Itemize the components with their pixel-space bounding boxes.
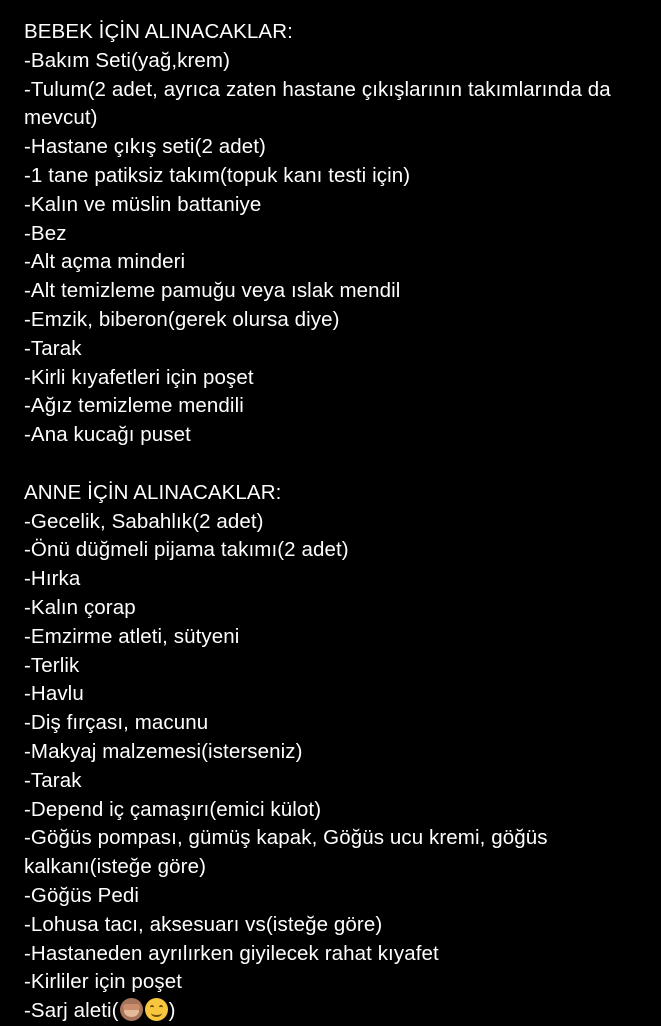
list-item: -Tulum(2 adet, ayrıca zaten hastane çıkışlarının takımlarında da mevcut) — [24, 77, 611, 130]
list-item: -Emzik, biberon(gerek olursa diye) — [24, 307, 340, 331]
list-item: -Havlu — [24, 682, 84, 706]
list-item: -Kirliler için poşet — [24, 970, 183, 994]
list-item: -Alt açma minderi — [24, 250, 186, 274]
baby-section-heading: BEBEK İÇİN ALINACAKLAR: — [24, 20, 293, 43]
list-item: -Hastaneden ayrılırken giyilecek rahat kıyafet — [24, 941, 439, 965]
list-item: -Terlik — [24, 653, 80, 677]
charger-label: -Sarj aleti( — [24, 999, 119, 1023]
list-item: -Alt temizleme pamuğu veya ıslak mendil — [24, 279, 401, 303]
list-item: -Kalın çorap — [24, 595, 136, 619]
list-item-charger — [24, 997, 649, 1026]
list-item: -Tarak — [24, 768, 82, 792]
list-item: -Diş fırçası, macunu — [24, 711, 209, 735]
list-item: -Ağız temizleme mendili — [24, 394, 244, 418]
list-item: -Emzirme atleti, sütyeni — [24, 624, 240, 648]
list-item: -Tarak — [24, 336, 82, 360]
see-no-evil-monkey-icon — [120, 998, 143, 1021]
list-item: -Hastane çıkış seti(2 adet) — [24, 135, 266, 159]
list-item: -Kalın ve müslin battaniye — [24, 192, 262, 216]
list-item: -Bakım Seti(yağ,krem) — [24, 48, 230, 72]
baby-list — [24, 47, 649, 450]
list-item: -Makyaj malzemesi(isterseniz) — [24, 739, 303, 763]
section-spacer — [24, 450, 649, 479]
smiling-face-icon — [145, 998, 168, 1021]
list-item: -Lohusa tacı, aksesuarı vs(isteğe göre) — [24, 912, 383, 936]
notes-document — [24, 18, 649, 1026]
list-item: -Ana kucağı puset — [24, 423, 191, 447]
list-item: -Kirli kıyafetleri için poşet — [24, 365, 254, 389]
list-item: -1 tane patiksiz takım(topuk kanı testi için) — [24, 163, 411, 187]
list-item: -Hırka — [24, 567, 81, 591]
mother-section-heading: ANNE İÇİN ALINACAKLAR: — [24, 480, 282, 504]
list-item: -Göğüs pompası, gümüş kapak, Göğüs ucu kremi, göğüs kalkanı(isteğe göre) — [24, 826, 548, 879]
list-item: -Depend iç çamaşırı(emici külot) — [24, 797, 322, 821]
mother-list — [24, 508, 649, 1026]
charger-label-close: ) — [168, 999, 176, 1023]
list-item: -Önü düğmeli pijama takımı(2 adet) — [24, 538, 349, 562]
list-item: -Bez — [24, 221, 67, 245]
list-item: -Göğüs Pedi — [24, 883, 140, 907]
list-item: -Gecelik, Sabahlık(2 adet) — [24, 509, 264, 533]
